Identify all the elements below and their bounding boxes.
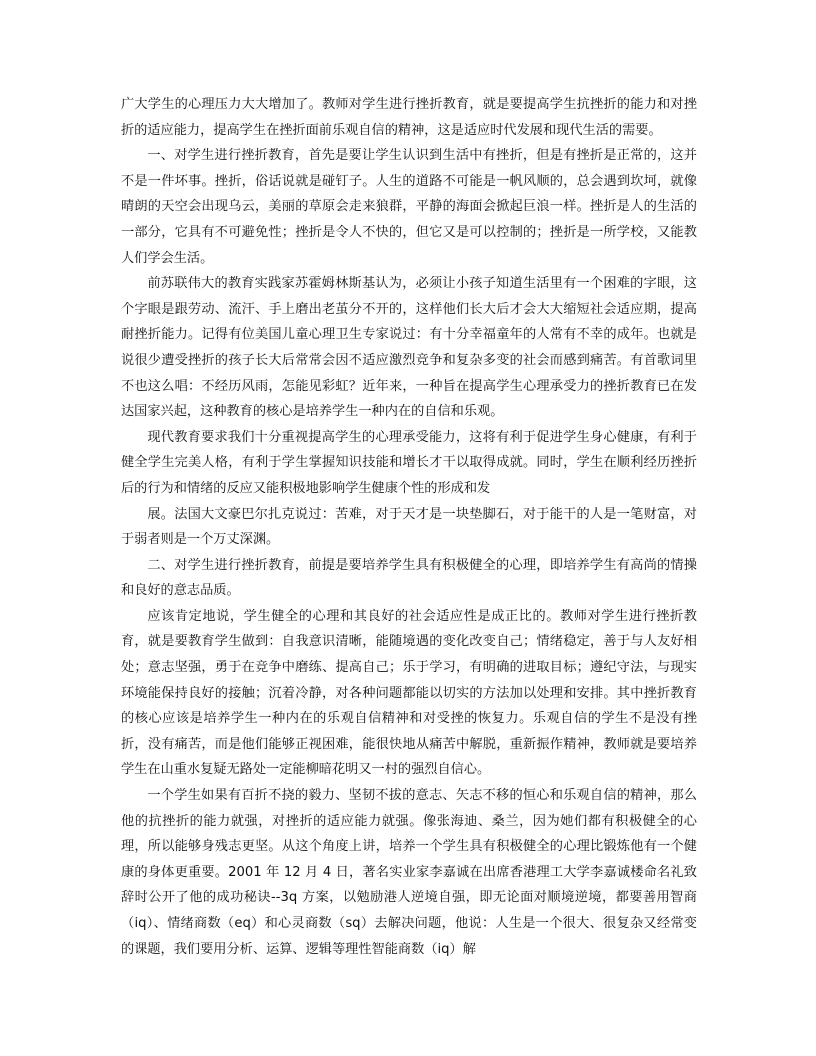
- paragraph-8: 一个学生如果有百折不挠的毅力、坚韧不拔的意志、矢志不移的恒心和乐观自信的精神，那么他的抗挫折的能力就强，对挫折的适应能力就强。像张海迪、桑兰，因为她们都有积极健全的心理，所以能够身残志更坚。从这个角度上讲，培养一个学生具有积极健全的心理比锻炼他有一个健康的身体更重要。2001 年 12 月 4 日，著名实业家李嘉诚在出席香港理工大学李嘉诚楼命名礼致辞时公开了他的成功秘诀--3q 方案，以勉励港人逆境自强，即无论面对顺境逆境，都要善用智商（iq）、情绪商数（eq）和心灵商数（sq）去解决问题，他说：人生是一个很大、很复杂又经常变的课题，我们要用分析、运算、逻辑等理性智能商数（iq）解: [121, 788, 697, 957]
- document-body: [121, 92, 697, 962]
- paragraph-4: 现代教育要求我们十分重视提高学生的心理承受能力，这将有利于促进学生身心健康，有利于健全学生完美人格，有利于学生掌握知识技能和增长才干以取得成就。同时，学生在顺利经历挫折后的行为和情绪的反应又能积极地影响学生健康个性的形成和发: [121, 429, 697, 496]
- paragraph-1: 广大学生的心理压力大大增加了。教师对学生进行挫折教育，就是要提高学生抗挫折的能力和对挫折的适应能力，提高学生在挫折面前乐观自信的精神，这是适应时代发展和现代生活的需要。: [121, 97, 697, 138]
- paragraph-3: 前苏联伟大的教育实践家苏霍姆林斯基认为，必须让小孩子知道生活里有一个困难的字眼，这个字眼是跟劳动、流汗、手上磨出老茧分不开的，这样他们长大后才会大大缩短社会适应期，提高耐挫折能力。记得有位美国儿童心理卫生专家说过：有十分幸福童年的人常有不幸的成年。也就是说很少遭受挫折的孩子长大后常常会因不适应激烈竞争和复杂多变的社会而感到痛苦。有首歌词里不也这么唱：不经历风雨，怎能见彩虹？近年来，一种旨在提高学生心理承受力的挫折教育已在发达国家兴起，这种教育的核心是培养学生一种内在的自信和乐观。: [121, 276, 697, 420]
- paragraph-2: 一、对学生进行挫折教育，首先是要让学生认识到生活中有挫折，但是有挫折是正常的，这并不是一件坏事。挫折，俗话说就是碰钉子。人生的道路不可能是一帆风顺的，总会遇到坎坷，就像晴朗的天空会出现乌云，美丽的草原会走来狼群，平静的海面会掀起巨浪一样。挫折是人的生活的一部分，它具有不可避免性；挫折是令人不快的，但它又是可以控制的；挫折是一所学校，又能教人们学会生活。: [121, 148, 697, 266]
- paragraph-6: 二、对学生进行挫折教育，前提是要培养学生具有积极健全的心理，即培养学生有高尚的情操和良好的意志品质。: [121, 557, 697, 599]
- paragraph-7: 应该肯定地说，学生健全的心理和其良好的社会适应性是成正比的。教师对学生进行挫折教育，就是要教育学生做到：自我意识清晰，能随境遇的变化改变自己；情绪稳定，善于与人友好相处；意志坚强，勇于在竞争中磨练、提高自己；乐于学习，有明确的进取目标；遵纪守法，与现实环境能保持良好的接触；沉着冷静，对各种问题都能以切实的方法加以处理和安排。其中挫折教育的核心应该是培养学生一种内在的乐观自信精神和对受挫的恢复力。乐观自信的学生不是没有挫折，没有痛苦，而是他们能够正视困难，能很快地从痛苦中解脱，重新振作精神，教师就是要培养学生在山重水复疑无路处一定能柳暗花明又一村的强烈自信心。: [121, 608, 697, 778]
- paragraph-5: 展。法国大文豪巴尔扎克说过：苦难，对于天才是一块垫脚石，对于能干的人是一笔财富，对于弱者则是一个万丈深渊。: [121, 506, 697, 548]
